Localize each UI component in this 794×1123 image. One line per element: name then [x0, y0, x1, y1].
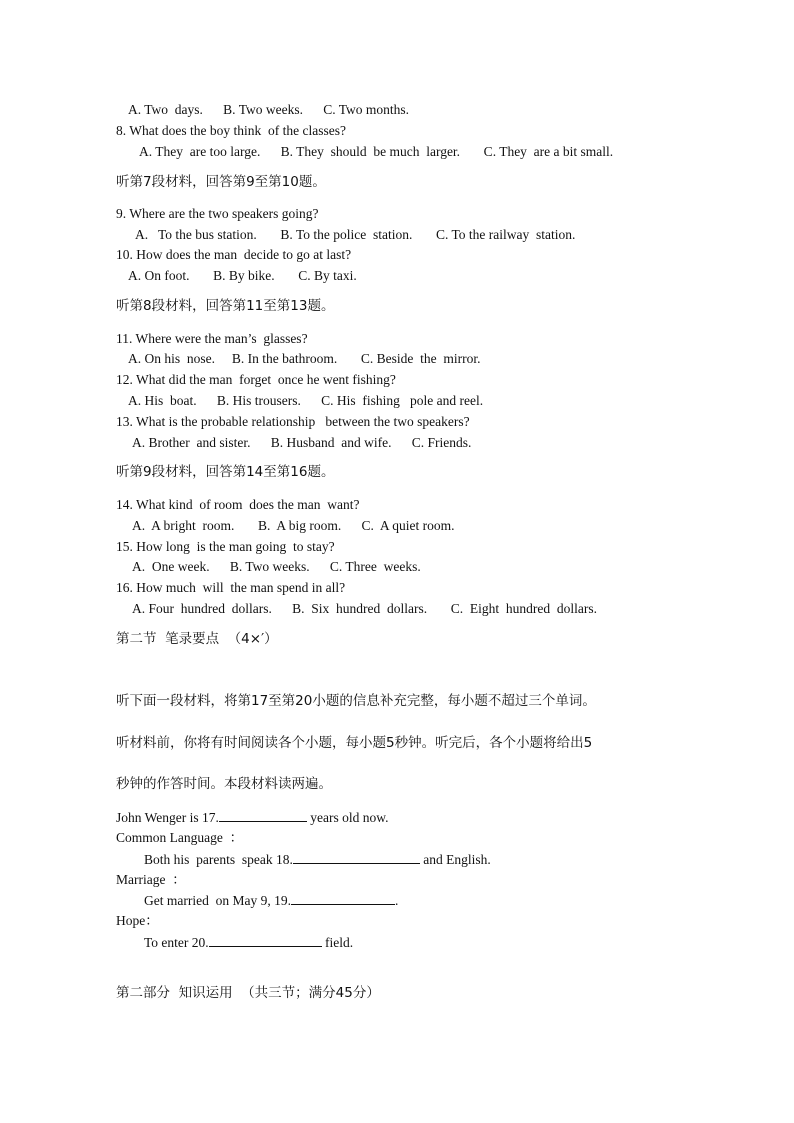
answer-19-blank[interactable] [291, 892, 395, 905]
q16-question: 16. How much will the man spend in all? [116, 580, 346, 595]
answer-18-blank[interactable] [293, 851, 420, 864]
q14-options: A. A bright room. B. A big room. C. A quiet room. [132, 518, 455, 533]
note-instruction-line-1: 听下面一段材料，将第17至第20小题的信息补充完整，每小题不超过三个单词。 [116, 693, 596, 709]
q15-question: 15. How long is the man going to stay? [116, 539, 335, 554]
section-9-instruction: 听第9段材料，回答第14至第16题。 [116, 464, 335, 480]
q14-question: 14. What kind of room does the man want? [116, 497, 360, 512]
q9-options: A. To the bus station. B. To the police station. C. To the railway station. [135, 227, 576, 242]
answer-17-blank[interactable] [219, 809, 307, 822]
note-language-heading: Common Language ： [116, 830, 244, 845]
note-instruction-line-3: 秒钟的作答时间。本段材料读两遍。 [116, 776, 332, 792]
section-two-heading: 第二节 笔录要点 （4×′） [116, 631, 278, 647]
q12-options: A. His boat. B. His trousers. C. His fishing pole and reel. [128, 393, 484, 408]
q8-question: 8. What does the boy think of the classes? [116, 123, 346, 138]
note-age-line [116, 809, 389, 826]
section-8-instruction: 听第8段材料，回答第11至第13题。 [116, 298, 335, 314]
q10-options: A. On foot. B. By bike. C. By taxi. [128, 268, 357, 283]
note-hope-heading: Hope： [116, 913, 159, 928]
note-hope-suffix: field. [321, 935, 354, 950]
q13-question: 13. What is the probable relationship between the two speakers? [116, 414, 470, 429]
q12-question: 12. What did the man forget once he went fishing? [116, 372, 396, 387]
note-age-prefix: John Wenger is 17. [116, 810, 219, 825]
q15-options: A. One week. B. Two weeks. C. Three weeks. [132, 559, 421, 574]
q11-question: 11. Where were the man’s glasses? [116, 331, 308, 346]
note-hope-prefix: To enter 20. [144, 935, 209, 950]
q9-question: 9. Where are the two speakers going? [116, 206, 319, 221]
q11-options: A. On his nose. B. In the bathroom. C. Beside the mirror. [128, 351, 481, 366]
note-marriage-line [144, 892, 398, 909]
part-two-heading: 第二部分 知识运用 （共三节；满分45分） [116, 985, 380, 1001]
note-language-suffix: and English. [419, 852, 491, 867]
note-marriage-heading: Marriage ： [116, 872, 186, 887]
answer-20-blank[interactable] [209, 934, 322, 947]
q16-options: A. Four hundred dollars. B. Six hundred dollars. C. Eight hundred dollars. [132, 601, 597, 616]
q13-options: A. Brother and sister. B. Husband and wife. C. Friends. [132, 435, 472, 450]
note-marriage-prefix: Get married on May 9, 19. [144, 893, 291, 908]
note-age-suffix: years old now. [306, 810, 389, 825]
note-language-line [144, 851, 491, 868]
q7-options: A. Two days. B. Two weeks. C. Two months. [128, 102, 410, 117]
note-language-prefix: Both his parents speak 18. [144, 852, 293, 867]
q8-options: A. They are too large. B. They should be much larger. C. They are a bit small. [139, 144, 614, 159]
note-hope-line [144, 934, 353, 951]
q10-question: 10. How does the man decide to go at last? [116, 247, 352, 262]
note-marriage-suffix: . [394, 893, 399, 908]
note-instruction-line-2: 听材料前，你将有时间阅读各个小题，每小题5秒钟。听完后，各个小题将给出5 [116, 735, 593, 751]
section-7-instruction: 听第7段材料，回答第9至第10题。 [116, 174, 326, 190]
